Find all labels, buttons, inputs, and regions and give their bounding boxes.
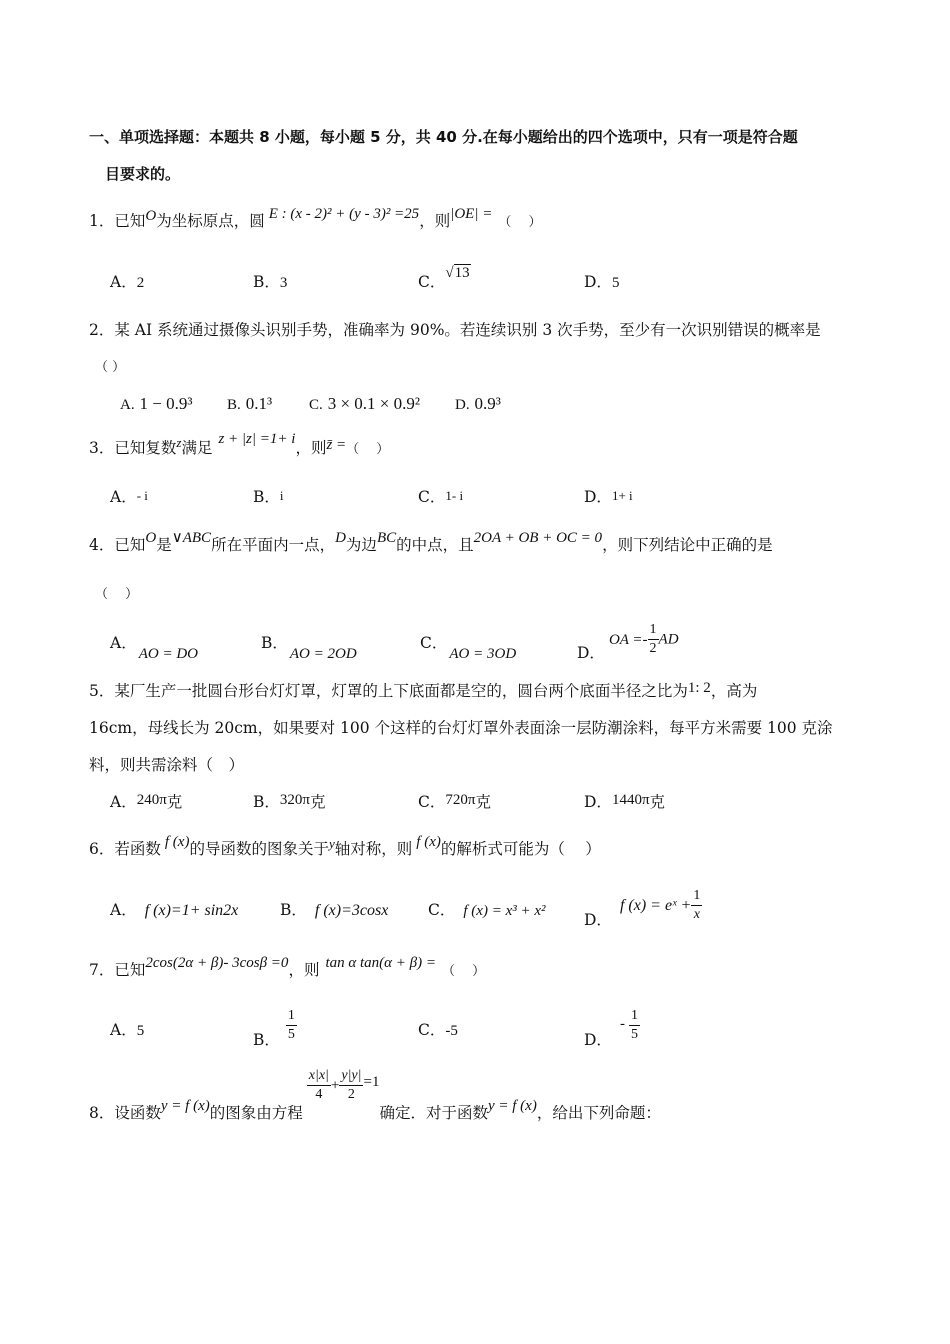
q7-option-b-numerator: 1 [286,1008,297,1026]
q4-point-o: O [145,530,157,546]
q6-option-b-label: B． [280,901,307,919]
q6-option-d-label: D． [584,910,612,929]
q4-stem-line1 [89,530,773,554]
q4-option-d-numerator: 1 [648,622,659,640]
q1-origin: O [145,208,157,224]
q6-function: f (x) [164,834,190,850]
q5-stem-line2: 16cm，母线长为 20cm，如果要对 100 个这样的台灯灯罩外表面涂一层防潮涂料，每平方米需要 100 克涂 [89,719,833,737]
q7-option-d [584,1008,640,1049]
q7-text-2: ，则 [288,961,320,979]
q1-answer-paren: （ ） [498,215,542,230]
q5-stem-line1 [89,680,758,700]
q5-option-a-value: 240π [136,792,167,808]
q3-zbar: z̄ = [326,437,347,453]
q3-option-d-label: D． [584,488,612,506]
q8-number: 8． [89,1103,115,1122]
q3-number: 3． [89,439,115,457]
q3-option-b [253,490,284,506]
section-title-line2: 目要求的。 [105,165,181,183]
q7-option-c-label: C． [418,1021,446,1039]
q8-fraction-1 [307,1068,331,1103]
q6-option-d-lhs: f (x) = eˣ + [619,896,692,914]
q6-option-d-denominator: x [693,907,700,922]
q1-text-3: ，则 [419,212,451,230]
q6-option-a [110,903,238,919]
q8-text-4: ，给出下列命题： [536,1103,661,1122]
q8-function: y = f (x) [160,1097,210,1114]
q3-text-1: 已知复数 [114,439,177,457]
q1-text-2: 为坐标原点，圆 [156,212,265,230]
q1-option-d-label: D． [584,273,612,291]
q5-option-b-label: B． [253,793,280,811]
q4-option-b-value: AO = 2OD [289,646,357,662]
q4-option-d-rhs: AD [658,631,679,648]
q6-option-c-label: C． [428,901,456,919]
q2-option-d-value: 0.9³ [474,394,501,413]
q2-option-a [120,395,192,413]
q6-option-b-value: f (x)=3cosx [314,902,389,919]
q5-option-c [418,792,491,811]
q4-option-a-value: AO = DO [138,646,198,662]
q1-option-b [253,275,287,291]
q2-option-d [455,395,501,413]
q3-option-c-value: 1- i [445,488,464,503]
q2-option-a-value: 1 − 0.9³ [139,394,193,413]
q6-text-3: 轴对称，则 [334,840,413,858]
q7-option-d-denominator: 5 [630,1027,638,1042]
q6-stem [89,834,601,858]
q3-text-3: ，则 [295,439,327,457]
q6-function-2: f (x) [416,834,441,850]
q1-text-1: 已知 [114,212,146,230]
q5-option-c-label: C． [418,793,446,811]
q8-stem [89,1068,661,1122]
q7-option-d-sign: - [619,1015,625,1032]
q6-text-2: 的导函数的图象关于 [189,840,329,858]
q5-option-b-value: 320π [279,792,310,808]
q2-option-d-label: D. [455,397,470,413]
q4-option-a [110,634,198,662]
q7-option-b-denominator: 5 [287,1027,295,1042]
q3-stem [89,431,390,457]
q4-text-1: 已知 [114,536,146,554]
q5-option-d-value: 1440π [611,792,650,808]
q5-option-b-unit: 克 [309,793,326,811]
q3-option-a-label: A． [110,488,137,506]
q1-option-c: C．√13 [418,265,470,291]
q4-text-3: 所在平面内一点， [211,536,336,554]
q1-option-c-label: C． [418,273,446,291]
q1-number: 1． [89,212,115,230]
q3-answer-paren: （ ） [346,442,390,457]
q1-circle-equation: E : (x - 2)² + (y - 3)² =25 [268,206,420,222]
q8-text-2: 的图象由方程 [209,1103,303,1122]
q5-option-d-label: D． [584,793,612,811]
q1-option-d-value: 5 [611,275,620,291]
q8-text-3: 确定．对于函数 [379,1103,488,1122]
q2-option-a-label: A. [120,397,135,413]
q2-stem-line2: （ ） [95,360,126,375]
q6-option-b [280,903,388,919]
q3-option-d [584,490,633,506]
q6-y-axis: y [328,836,335,851]
q5-number: 5． [89,682,115,700]
q1-oe-length: |OE| = [450,206,493,222]
q4-option-a-label: A． [110,634,137,652]
q7-option-d-numerator: 1 [629,1008,640,1026]
q4-stem-line2: （ ） [95,587,139,602]
q5-option-b [253,792,326,811]
q7-number: 7． [89,961,115,979]
q3-condition: z + |z| =1+ i [218,431,296,447]
q4-number: 4． [89,536,115,554]
q4-text-5: 的中点，且 [396,536,474,554]
q8-text-1: 设函数 [114,1103,161,1122]
q8-fraction-1-numerator: x|x| [307,1068,331,1086]
q6-number: 6． [89,840,115,858]
q1-option-b-label: B． [253,273,280,291]
q2-option-b-label: B. [227,397,241,413]
q4-point-d: D [335,530,346,546]
q8-fraction-2-denominator: 2 [347,1087,355,1102]
q7-option-d-fraction [629,1008,640,1043]
q4-text-4: 为边 [345,536,377,554]
q6-option-a-label: A． [110,901,137,919]
q7-stem [89,955,486,979]
q7-option-b-fraction [286,1008,297,1043]
q7-option-b-label: B． [253,1030,280,1049]
section-title-line1: 一、单项选择题：本题共 8 小题，每小题 5 分，共 40 分.在每小题给出的四个选项中，只有一项是符合题 [89,128,798,146]
q3-text-2: 满足 [181,439,213,457]
q3-option-a-value: - i [136,488,148,503]
q4-text-2: 是 [156,536,172,554]
q2-option-c [309,395,420,413]
q5-text-2: ，高为 [710,682,758,700]
q2-stem-line1 [89,323,821,339]
q5-option-c-unit: 克 [475,793,491,811]
q7-expression: tan α tan(α + β) = [325,955,436,971]
q3-option-b-label: B． [253,488,280,506]
q3-option-c [418,490,463,506]
q1-option-a-label: A． [110,273,137,291]
q3-z: z [176,435,182,450]
q5-option-a [110,792,183,811]
q8-fraction-1-denominator: 4 [315,1087,323,1102]
q8-fraction-2-numerator: y|y| [339,1068,363,1086]
q1-option-c-value: 13 [454,265,470,281]
q4-option-d-fraction [648,622,659,657]
q6-option-d [584,888,702,929]
q7-condition: 2cos(2α + β)- 3cosβ =0 [145,955,289,971]
q2-option-c-value: 3 × 0.1 × 0.9² [327,394,420,413]
q4-text-6: ，则下列结论中正确的是 [602,536,773,554]
q1-option-a [110,275,144,291]
q4-option-d-denominator: 2 [649,641,657,656]
q4-side-bc: BC [376,530,397,546]
q5-option-c-value: 720π [445,792,476,808]
q7-option-d-label: D． [584,1030,612,1049]
q5-ratio: 1: 2 [687,680,711,696]
q4-option-b [261,634,357,662]
q7-option-c [418,1023,458,1039]
q7-option-b [253,1008,297,1049]
q4-option-d-label: D． [577,643,605,662]
q5-option-d-unit: 克 [649,793,666,811]
q4-option-c-label: C． [420,634,448,652]
q7-option-a-value: 5 [136,1023,145,1039]
q2-option-b-value: 0.1³ [245,394,273,413]
q2-text: 某 AI 系统通过摄像头识别手势，准确率为 90%。若连续识别 3 次手势，至少有一次识别错误的概率是 [114,321,821,339]
q4-option-c [420,634,517,662]
q6-option-c-value: f (x) = x³ + x² [463,903,546,919]
q3-option-b-value: i [279,488,284,503]
q8-function-2: y = f (x) [487,1097,537,1114]
q7-answer-paren: （ ） [442,964,486,979]
q6-text-4: 的解析式可能为（ ） [440,840,601,858]
q5-stem-line3: 料，则共需涂料（ ） [89,756,245,774]
q1-option-a-value: 2 [136,275,145,291]
q4-option-b-label: B． [261,634,288,652]
q2-option-c-label: C. [309,397,323,413]
q3-option-d-value: 1+ i [611,488,633,503]
q5-option-d [584,792,666,811]
q6-option-a-value: f (x)=1+ sin2x [144,902,239,919]
q5-option-a-label: A． [110,793,137,811]
q2-option-b [227,395,272,413]
q4-option-d-lhs: OA =- [608,631,648,648]
q1-option-d [584,275,619,291]
q4-option-d [577,622,679,662]
q6-text-1: 若函数 [114,840,161,858]
q8-fraction-2 [339,1068,363,1103]
q7-option-c-value: -5 [445,1023,458,1039]
q8-plus: + [330,1077,340,1094]
q7-text-1: 已知 [114,961,146,979]
q2-number: 2． [89,321,115,339]
q5-text-1: 某厂生产一批圆台形台灯灯罩，灯罩的上下底面都是空的，圆台两个底面半径之比为 [114,682,688,700]
q3-option-a [110,490,148,506]
q1-stem [89,206,542,230]
q1-option-b-value: 3 [279,275,288,291]
q6-option-d-fraction [691,888,702,923]
q7-option-a [110,1023,144,1039]
q8-equals-one: =1 [363,1073,380,1090]
q3-option-c-label: C． [418,488,446,506]
q5-option-a-unit: 克 [166,793,183,811]
q7-option-a-label: A． [110,1021,137,1039]
q4-option-c-value: AO = 3OD [449,646,517,662]
q4-triangle: ∨ABC [171,530,212,546]
q6-option-d-numerator: 1 [691,888,702,906]
q6-option-c [428,903,546,919]
q4-vector-equation: 2OA + OB + OC = 0 [473,530,603,546]
